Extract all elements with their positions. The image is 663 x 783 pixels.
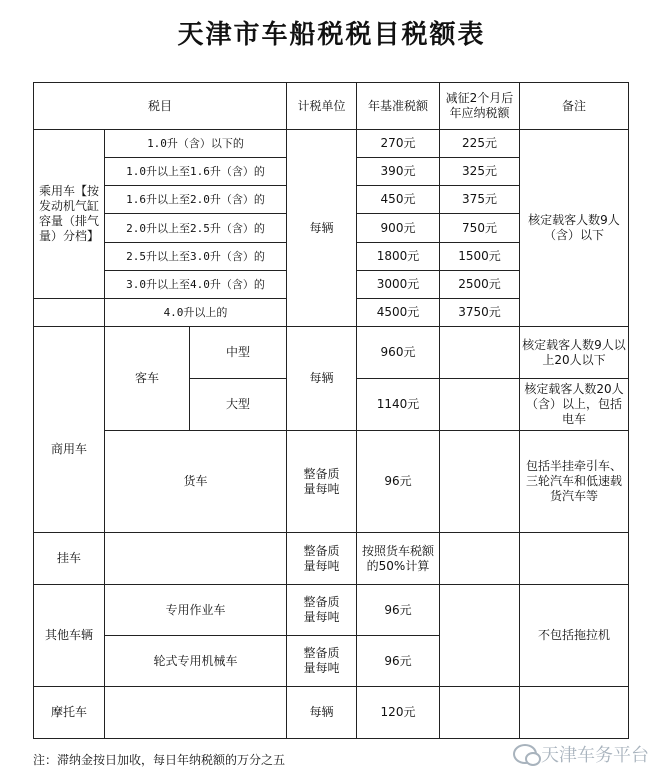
header-item: 税目 bbox=[34, 83, 287, 130]
displacement-range: 1.6升以上至2.0升（含）的 bbox=[105, 186, 287, 214]
displacement-range: 1.0升以上至1.6升（含）的 bbox=[105, 158, 287, 186]
empty-cell bbox=[440, 327, 520, 379]
trailer-label: 挂车 bbox=[34, 533, 105, 585]
annual-tax: 4500元 bbox=[357, 299, 440, 327]
passenger-car-remark: 核定载客人数9人（含）以下 bbox=[520, 130, 629, 327]
annual-tax: 270元 bbox=[357, 130, 440, 158]
wechat-icon bbox=[513, 744, 537, 764]
annual-tax: 900元 bbox=[357, 214, 440, 243]
empty-cell bbox=[34, 299, 105, 327]
empty-cell bbox=[440, 431, 520, 533]
truck-unit: 整备质量每吨 bbox=[287, 431, 357, 533]
displacement-range: 1.0升（含）以下的 bbox=[105, 130, 287, 158]
bus-large-remark: 核定载客人数20人（含）以上，包括电车 bbox=[520, 379, 629, 431]
annual-tax: 96元 bbox=[357, 585, 440, 636]
wheeled-vehicle-unit: 整备质量每吨 bbox=[287, 636, 357, 687]
special-vehicle-unit: 整备质量每吨 bbox=[287, 585, 357, 636]
bus-large-label: 大型 bbox=[190, 379, 287, 431]
annual-tax: 120元 bbox=[357, 687, 440, 739]
header-reduced: 减征2个月后年应纳税额 bbox=[440, 83, 520, 130]
trailer-annual: 按照货车税额的50%计算 bbox=[357, 533, 440, 585]
wheeled-vehicle-label: 轮式专用机械车 bbox=[105, 636, 287, 687]
displacement-range: 2.5升以上至3.0升（含）的 bbox=[105, 243, 287, 271]
annual-tax: 96元 bbox=[357, 636, 440, 687]
tax-table bbox=[33, 82, 629, 739]
annual-tax: 1140元 bbox=[357, 379, 440, 431]
reduced-tax: 1500元 bbox=[440, 243, 520, 271]
table-row bbox=[34, 533, 629, 585]
empty-cell bbox=[520, 533, 629, 585]
motorcycle-unit: 每辆 bbox=[287, 687, 357, 739]
annual-tax: 390元 bbox=[357, 158, 440, 186]
other-label: 其他车辆 bbox=[34, 585, 105, 687]
empty-cell bbox=[105, 533, 287, 585]
header-unit: 计税单位 bbox=[287, 83, 357, 130]
passenger-car-unit: 每辆 bbox=[287, 130, 357, 327]
bus-unit: 每辆 bbox=[287, 327, 357, 431]
watermark bbox=[513, 741, 649, 767]
table-row bbox=[34, 327, 629, 379]
displacement-range: 2.0升以上至2.5升（含）的 bbox=[105, 214, 287, 243]
commercial-label: 商用车 bbox=[34, 327, 105, 533]
reduced-tax: 3750元 bbox=[440, 299, 520, 327]
bus-medium-remark: 核定载客人数9人以上20人以下 bbox=[520, 327, 629, 379]
table-row bbox=[34, 687, 629, 739]
other-remark: 不包括拖拉机 bbox=[520, 585, 629, 687]
motorcycle-label: 摩托车 bbox=[34, 687, 105, 739]
passenger-car-label: 乘用车【按发动机气缸容量（排气量）分档】 bbox=[34, 130, 105, 299]
annual-tax: 3000元 bbox=[357, 271, 440, 299]
bus-medium-label: 中型 bbox=[190, 327, 287, 379]
bus-label: 客车 bbox=[105, 327, 190, 431]
reduced-tax: 750元 bbox=[440, 214, 520, 243]
empty-cell bbox=[520, 687, 629, 739]
trailer-unit: 整备质量每吨 bbox=[287, 533, 357, 585]
table-row bbox=[34, 431, 629, 533]
footnote: 注：滞纳金按日加收，每日年纳税额的万分之五 bbox=[33, 753, 286, 767]
truck-label: 货车 bbox=[105, 431, 287, 533]
annual-tax: 450元 bbox=[357, 186, 440, 214]
reduced-tax: 375元 bbox=[440, 186, 520, 214]
table-row bbox=[34, 130, 629, 158]
annual-tax: 1800元 bbox=[357, 243, 440, 271]
empty-cell bbox=[105, 687, 287, 739]
empty-cell bbox=[440, 687, 520, 739]
table-row bbox=[34, 585, 629, 636]
empty-cell bbox=[440, 379, 520, 431]
empty-cell bbox=[440, 585, 520, 687]
header-annual: 年基准税额 bbox=[357, 83, 440, 130]
special-vehicle-label: 专用作业车 bbox=[105, 585, 287, 636]
truck-remark: 包括半挂牵引车、三轮汽车和低速载货汽车等 bbox=[520, 431, 629, 533]
watermark-text: 天津车务平台 bbox=[541, 745, 649, 766]
header-remarks: 备注 bbox=[520, 83, 629, 130]
displacement-range: 3.0升以上至4.0升（含）的 bbox=[105, 271, 287, 299]
annual-tax: 96元 bbox=[357, 431, 440, 533]
annual-tax: 960元 bbox=[357, 327, 440, 379]
reduced-tax: 225元 bbox=[440, 130, 520, 158]
header-row bbox=[34, 83, 629, 130]
page-title: 天津市车船税税目税额表 bbox=[177, 20, 486, 50]
reduced-tax: 2500元 bbox=[440, 271, 520, 299]
reduced-tax: 325元 bbox=[440, 158, 520, 186]
empty-cell bbox=[440, 533, 520, 585]
displacement-range: 4.0升以上的 bbox=[105, 299, 287, 327]
